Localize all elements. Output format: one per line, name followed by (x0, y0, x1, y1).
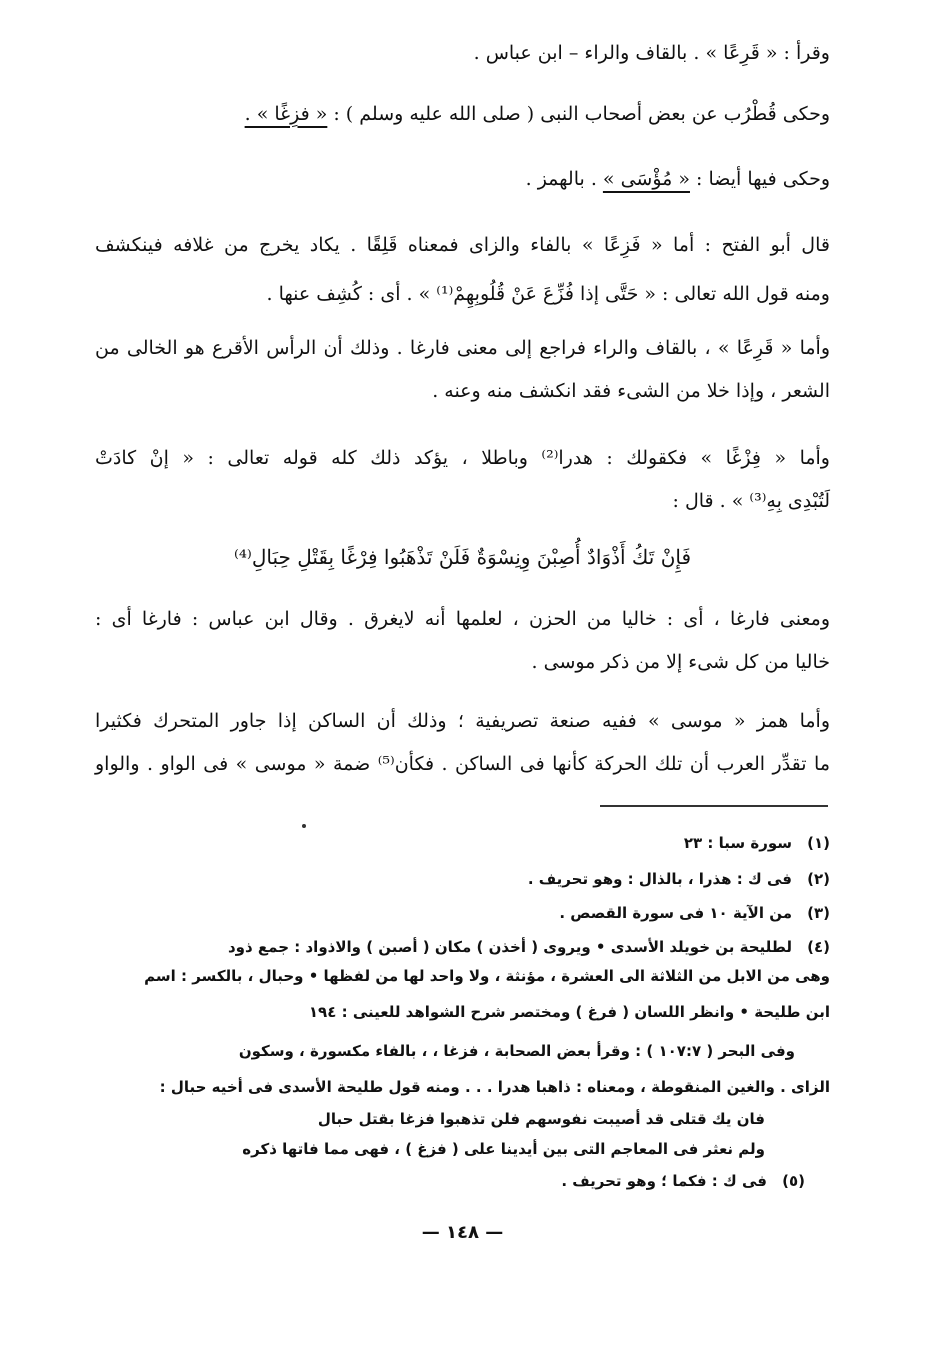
poetry-verse: فَإِنْ تَكُ أَذْوَادٌ أُصِبْنَ وِنِسْوَةٌ فَلَنْ تَذْهَبُوا فِرْغًا بِقَتْلِ حِبَالِ⁽⁴⁾ (233, 545, 692, 569)
footnote-3 (559, 904, 830, 922)
footnote-1-text: سورة سبا : ٢٣ (683, 834, 792, 852)
reading-hamz: . بالهمز . (525, 168, 603, 190)
text-line-1 (474, 42, 830, 65)
paragraph-2-line-2: الشعر ، وإذا خلا من الشىء فقد انكشف منه وعنه . (432, 380, 830, 402)
footnote-separator (600, 805, 828, 807)
reading-also: وحكى فيها أيضا : (689, 168, 830, 190)
paragraph-3-line-1: وأما « فِزْغًا » فكقولك : هدرا⁽²⁾ وباطلا ، يؤكد ذلك كله قوله تعالى : « إنْ كادَتْ (95, 447, 830, 469)
text-line-3 (526, 168, 830, 191)
footnote-2-number: (٢) (807, 870, 830, 888)
paragraph-4-line-1: ومعنى فارغا ، أى : خاليا من الحزن ، لعلمها أنه لايغرق . وقال ابن عباس : فارغا أى : (95, 608, 830, 630)
reading-qutrub: وحكى قُطْرُب عن بعض أصحاب النبى ( صلى الله عليه وسلم ) : (327, 103, 830, 125)
footnote-4-line-2: وهى من الابل من الثلاثة الى العشرة ، مؤنثة ، ولا واحد لها من لفظها • وحبال ، بالكسر : اسم (144, 967, 830, 985)
paragraph-1-line-1: قال أبو الفتح : أما « فَزِعًا » بالفاء والزاى فمعناه قَلِقًا . يكاد يخرج من غلافه فينكشف (95, 234, 830, 256)
footnote-4-verse: فان يك قتلى قد أصيبت نفوسهم فلن تذهبوا فزغا بقتل حبال (317, 1110, 765, 1128)
footnote-4 (228, 938, 830, 956)
paragraph-1-line-2: ومنه قول الله تعالى : « حَتَّى إذا فُزِّعَ عَنْ قُلُوبِهِمْ⁽¹⁾ » . أى : كُشِف عنها . (266, 283, 830, 305)
paragraph-2-line-1: وأما « قَرِعًا » ، بالقاف والراء فراجع إلى معنى فارغا . وذلك أن الرأس الأقرع هو الخالى من (95, 337, 830, 359)
footnote-4-line-5: الزاى . والغين المنقوطة ، ومعناه : ذاهبا هدرا . . . ومنه قول طليحة الأسدى فى أخيه حبال : (159, 1078, 830, 1096)
footnote-4-line-7: ولم نعثر فى المعاجم التى بين أيدينا على ( فزغ ) ، فهى مما فاتها ذكره (242, 1140, 765, 1158)
footnote-4-line-1: لطليحة بن خويلد الأسدى • ويروى ( أخذن ) مكان ( أصبن ) والاذواد : جمع ذود (227, 938, 792, 956)
underlined-word-muosa: « مُؤْسَى » (602, 168, 690, 190)
footnote-4-line-3: ابن طليحة • وانظر اللسان ( فرغ ) ومختصر شرح الشواهد للعينى : ١٩٤ (308, 1003, 830, 1021)
ink-speck (302, 824, 306, 828)
footnote-1-number: (١) (807, 834, 830, 852)
footnote-4-line-4: وفى البحر ( ١٠٧:٧ ) : وقرأ بعض الصحابة ، فزغا ، ، بالفاء مكسورة ، وسكون (238, 1042, 795, 1060)
paragraph-5-line-1: وأما همز « موسى » ففيه صنعة تصريفية ؛ وذلك أن الساكن إذا جاور المتحرك فكثيرا (95, 710, 830, 732)
footnote-5-text: فى ك : فكما ؛ وهو تحريف . (561, 1172, 767, 1190)
text-line-2 (245, 103, 830, 126)
footnote-2 (528, 870, 830, 888)
footnote-3-text: من الآية ١٠ فى سورة القصص . (559, 904, 792, 922)
paragraph-5-line-2: ما تقدِّر العرب أن تلك الحركة كأنها فى الساكن . فكأن⁽⁵⁾ ضمة « موسى » فى الواو . والواو (95, 753, 831, 775)
paragraph-3-line-2: لَتُبْدِى بِهِ⁽³⁾ » . قال : (672, 490, 830, 512)
footnote-1 (684, 834, 830, 852)
footnote-5-number: (٥) (782, 1172, 805, 1190)
paragraph-4-line-2: خاليا من كل شىء إلا من ذكر موسى . (531, 651, 830, 673)
footnote-4-number: (٤) (807, 938, 830, 956)
footnote-3-number: (٣) (807, 904, 830, 922)
underlined-word-fazighan: « فزِغًا » . (244, 103, 328, 125)
footnote-5 (561, 1172, 805, 1190)
footnote-2-text: فى ك : هذرا ، بالذال : وهو تحريف . (527, 870, 792, 888)
page-number: — ١٤٨ — (421, 1222, 504, 1243)
reading-qiraa: وقرأ : « قَرِعًا » . بالقاف والراء – ابن عباس . (473, 42, 830, 64)
